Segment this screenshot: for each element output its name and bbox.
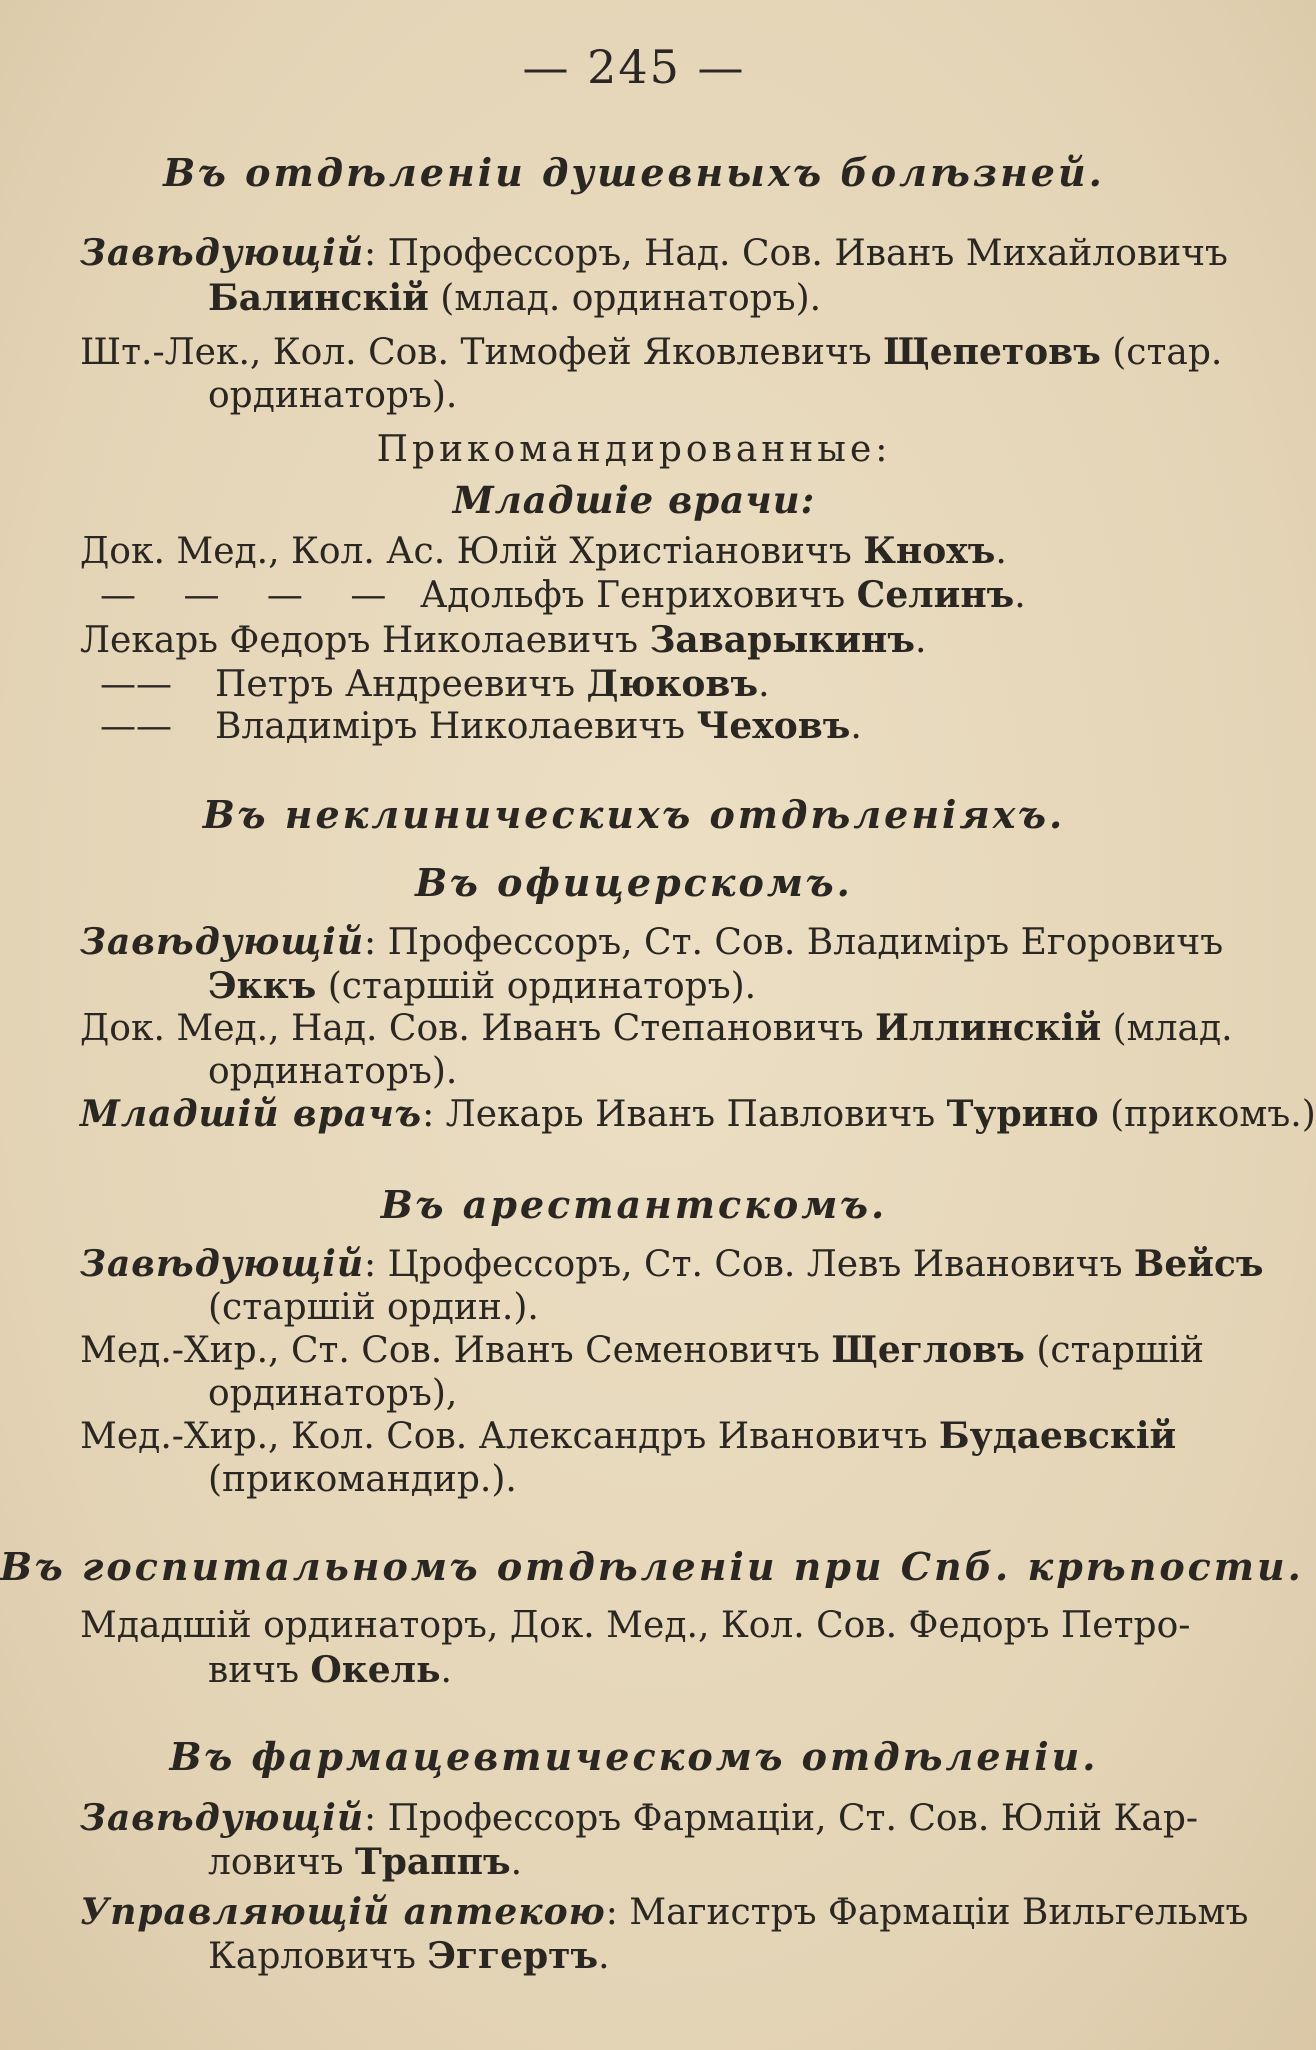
staff-tail: (млад.	[1101, 1008, 1233, 1049]
attached-label: Прикомандированные:	[376, 429, 892, 470]
person-name: Чеховъ	[696, 705, 851, 747]
head-label: Завѣдующій	[80, 1797, 365, 1839]
pharmacy-manager-line	[80, 1891, 1249, 1933]
junior-tail: (прикомъ.)	[1098, 1094, 1316, 1135]
doctor-text: Владиміръ Николаевичъ	[215, 706, 697, 747]
person-name: Иллинскій	[875, 1007, 1102, 1049]
person-name: Вейсъ	[1133, 1243, 1264, 1285]
section-heading-pharmacy: Въ фармацевтическомъ отдѣленіи.	[169, 1734, 1099, 1779]
prison-staff-line-2b	[208, 1459, 517, 1500]
head-text: : Профессоръ Фармаціи, Ст. Сов. Юлій Кар-	[364, 1798, 1199, 1839]
doctor-text: Лекарь Федоръ Николаевичъ	[80, 620, 650, 661]
prison-head-line-2	[208, 1287, 539, 1328]
doctor-text: Адольфъ Генриховичъ	[420, 575, 857, 616]
officer-junior-line	[80, 1093, 1316, 1135]
officer-staff-line	[80, 1007, 1233, 1049]
head-tail: (старшій ординаторъ).	[316, 966, 757, 1007]
person-name: Щегловъ	[831, 1329, 1025, 1371]
head-text: : Црофессоръ, Ст. Сов. Левъ Ивановичъ	[364, 1244, 1134, 1285]
junior-doctors-label: Младшіе врачи:	[452, 478, 816, 522]
person-name: Эккъ	[208, 965, 317, 1007]
manager-text-2: Карловичъ	[208, 1936, 428, 1977]
fortress-line	[80, 1605, 1191, 1646]
staff-tail-2: ординаторъ).	[208, 375, 458, 416]
section-heading-fortress: Въ госпитальномъ отдѣленіи при Спб. крѣпости.	[0, 1544, 1304, 1589]
junior-text: : Лекарь Иванъ Павловичъ	[422, 1094, 947, 1135]
staff-text: Мдадшій ординаторъ, Док. Мед., Кол. Сов. Федоръ Петро-	[80, 1605, 1191, 1646]
prison-staff-line-1b	[208, 1373, 458, 1414]
ditto-dash: ——	[100, 706, 172, 747]
prison-head-line	[80, 1243, 1264, 1285]
staff-tail: (прикомандир.).	[208, 1459, 517, 1500]
end-mark: .	[510, 1842, 523, 1883]
person-name: Эггертъ	[427, 1935, 599, 1977]
pharmacy-manager-line-2	[208, 1935, 610, 1977]
officer-staff-line-2	[208, 1051, 458, 1092]
junior-doctor-1	[80, 530, 1007, 572]
ditto-dash: ——	[100, 664, 172, 705]
pharmacy-head-line	[80, 1797, 1199, 1839]
junior-doctor-5	[100, 705, 862, 747]
junior-label: Младшій врачъ	[80, 1093, 423, 1135]
ditto-dashes: — — — —	[100, 575, 405, 616]
junior-doctor-3	[80, 619, 927, 661]
manager-text: : Магистръ Фармаціи Вильгельмъ	[605, 1892, 1249, 1933]
staff-text-2: вичъ	[208, 1650, 311, 1691]
head-text: : Профессоръ, Над. Сов. Иванъ Михайловичъ	[364, 233, 1228, 274]
person-name: Кнохъ	[863, 530, 996, 572]
end-mark: .	[1014, 575, 1026, 616]
staff-tail: (стар.	[1100, 332, 1223, 373]
mental-head-line-2	[208, 277, 822, 319]
head-label: Завѣдующій	[80, 1243, 365, 1285]
mental-staff-line	[80, 331, 1223, 373]
end-mark: .	[440, 1650, 452, 1691]
head-label: Завѣдующій	[80, 921, 365, 963]
staff-tail-2: ординаторъ).	[208, 1051, 458, 1092]
doctor-text: Петръ Андреевичъ	[215, 664, 587, 705]
junior-doctor-2	[100, 574, 1026, 616]
person-name: Траппъ	[354, 1841, 511, 1883]
person-name: Дюковъ	[586, 663, 759, 705]
head-text: : Профессоръ, Ст. Сов. Владиміръ Егоровичъ	[364, 922, 1224, 963]
fortress-line-2	[208, 1649, 452, 1691]
staff-tail: (старшій	[1024, 1330, 1204, 1371]
staff-text: Док. Мед., Над. Сов. Иванъ Степановичъ	[80, 1008, 876, 1049]
manager-label: Управляющій аптекою	[80, 1891, 606, 1933]
staff-tail-2: ординаторъ),	[208, 1373, 458, 1414]
section-heading-prison: Въ арестантскомъ.	[380, 1182, 888, 1227]
person-name: Заварыкинъ	[649, 619, 915, 661]
head-label: Завѣдующій	[80, 232, 365, 274]
prison-staff-line-2	[80, 1415, 1177, 1457]
person-name: Балинскій	[208, 277, 429, 319]
staff-text: Шт.-Лек., Кол. Сов. Тимофей Яковлевичъ	[80, 332, 884, 373]
mental-staff-line-2	[208, 375, 458, 416]
head-text-2: ловичъ	[208, 1842, 355, 1883]
end-mark: .	[850, 706, 862, 747]
head-tail: (млад. ординаторъ).	[428, 278, 822, 319]
pharmacy-head-line-2	[208, 1841, 523, 1883]
head-tail: (старшій ордин.).	[208, 1287, 539, 1328]
end-mark: .	[915, 620, 927, 661]
person-name: Турино	[946, 1093, 1099, 1135]
end-mark: .	[598, 1936, 610, 1977]
officer-head-line-2	[208, 965, 757, 1007]
section-heading-officer: Въ офицерскомъ.	[415, 860, 853, 905]
section-heading-mental: Въ отдѣленіи душевныхъ болѣзней.	[163, 150, 1105, 195]
end-mark: .	[758, 664, 770, 705]
section-heading-nonclinical: Въ неклиническихъ отдѣленіяхъ.	[202, 792, 1066, 837]
junior-doctor-4	[100, 663, 770, 705]
page-number: — 245 —	[522, 40, 746, 94]
prison-staff-line-1	[80, 1329, 1204, 1371]
mental-head-line	[80, 232, 1228, 274]
person-name: Окель	[310, 1649, 441, 1691]
person-name: Селинъ	[856, 574, 1015, 616]
staff-text: Мед.-Хир., Ст. Сов. Иванъ Семеновичъ	[80, 1330, 832, 1371]
person-name: Щепетовъ	[883, 331, 1101, 373]
staff-text: Мед.-Хир., Кол. Сов. Александръ Ивановичъ	[80, 1416, 939, 1457]
officer-head-line	[80, 921, 1224, 963]
person-name: Будаевскій	[938, 1415, 1177, 1457]
doctor-text: Док. Мед., Кол. Ас. Юлій Христіановичъ	[80, 531, 864, 572]
end-mark: .	[995, 531, 1007, 572]
